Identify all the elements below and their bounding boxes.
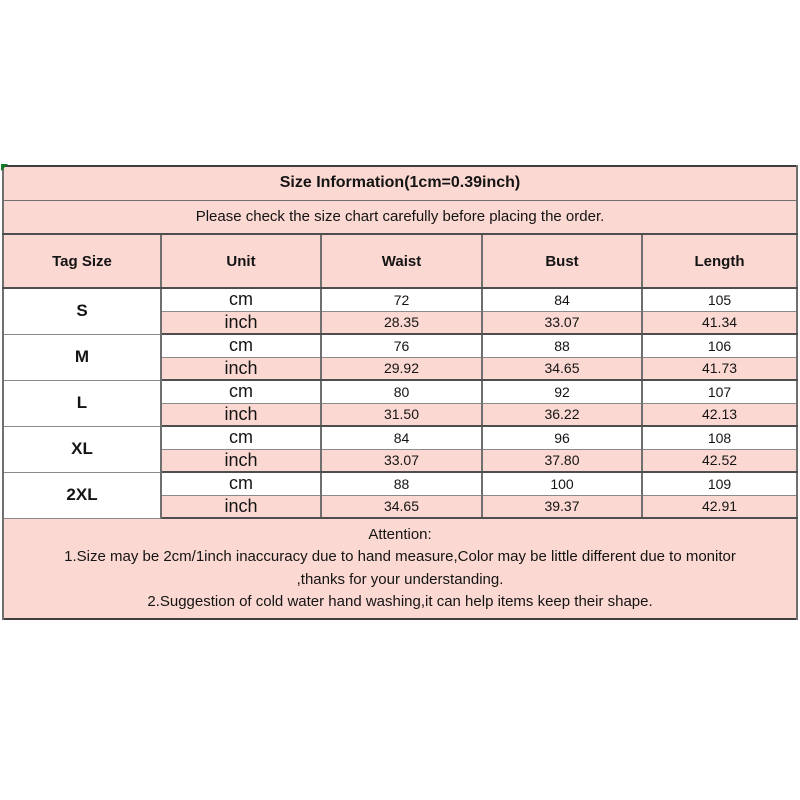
col-header-unit: Unit bbox=[161, 234, 321, 288]
length-inch-value: 41.34 bbox=[642, 311, 797, 334]
title-row bbox=[3, 166, 797, 200]
table-row-s-cm bbox=[3, 288, 797, 311]
col-header-tag-size: Tag Size bbox=[3, 234, 161, 288]
unit-cm-label: cm bbox=[161, 380, 321, 403]
length-cm-value: 108 bbox=[642, 426, 797, 449]
waist-inch-value: 31.50 bbox=[321, 403, 482, 426]
bust-cm-value: 100 bbox=[482, 472, 642, 495]
header-row bbox=[3, 234, 797, 288]
length-cm-value: 107 bbox=[642, 380, 797, 403]
waist-inch-value: 33.07 bbox=[321, 449, 482, 472]
table-row-m-cm bbox=[3, 334, 797, 357]
size-label-xl: XL bbox=[3, 426, 161, 472]
waist-inch-value: 29.92 bbox=[321, 357, 482, 380]
size-label-l: L bbox=[3, 380, 161, 426]
unit-cm-label: cm bbox=[161, 288, 321, 311]
unit-inch-label: inch bbox=[161, 449, 321, 472]
size-label-m: M bbox=[3, 334, 161, 380]
attention-note bbox=[3, 518, 797, 619]
bust-cm-value: 84 bbox=[482, 288, 642, 311]
size-chart-sheet bbox=[2, 165, 796, 620]
col-header-waist: Waist bbox=[321, 234, 482, 288]
sheet-corner-marker-icon bbox=[1, 164, 8, 171]
bust-inch-value: 36.22 bbox=[482, 403, 642, 426]
unit-inch-label: inch bbox=[161, 311, 321, 334]
bust-inch-value: 33.07 bbox=[482, 311, 642, 334]
size-label-s: S bbox=[3, 288, 161, 334]
size-table bbox=[2, 165, 798, 620]
waist-cm-value: 88 bbox=[321, 472, 482, 495]
waist-inch-value: 34.65 bbox=[321, 495, 482, 518]
waist-cm-value: 80 bbox=[321, 380, 482, 403]
waist-cm-value: 72 bbox=[321, 288, 482, 311]
table-title: Size Information(1cm=0.39inch) bbox=[3, 166, 797, 200]
bust-inch-value: 39.37 bbox=[482, 495, 642, 518]
col-header-bust: Bust bbox=[482, 234, 642, 288]
waist-cm-value: 76 bbox=[321, 334, 482, 357]
unit-cm-label: cm bbox=[161, 472, 321, 495]
bust-inch-value: 34.65 bbox=[482, 357, 642, 380]
subtitle-row bbox=[3, 200, 797, 234]
unit-inch-label: inch bbox=[161, 403, 321, 426]
table-row-l-cm bbox=[3, 380, 797, 403]
length-cm-value: 109 bbox=[642, 472, 797, 495]
table-subtitle: Please check the size chart carefully before placing the order. bbox=[3, 200, 797, 234]
attention-heading: Attention: bbox=[368, 525, 432, 543]
size-label-2xl: 2XL bbox=[3, 472, 161, 518]
table-row-2xl-cm bbox=[3, 472, 797, 495]
waist-cm-value: 84 bbox=[321, 426, 482, 449]
attention-line-2: 2.Suggestion of cold water hand washing,it can help items keep their shape. bbox=[147, 593, 653, 610]
bust-cm-value: 92 bbox=[482, 380, 642, 403]
attention-row bbox=[3, 518, 797, 619]
bust-cm-value: 88 bbox=[482, 334, 642, 357]
bust-inch-value: 37.80 bbox=[482, 449, 642, 472]
table-row-xl-cm bbox=[3, 426, 797, 449]
length-inch-value: 42.13 bbox=[642, 403, 797, 426]
length-inch-value: 42.52 bbox=[642, 449, 797, 472]
length-inch-value: 41.73 bbox=[642, 357, 797, 380]
length-cm-value: 105 bbox=[642, 288, 797, 311]
waist-inch-value: 28.35 bbox=[321, 311, 482, 334]
length-cm-value: 106 bbox=[642, 334, 797, 357]
unit-cm-label: cm bbox=[161, 334, 321, 357]
bust-cm-value: 96 bbox=[482, 426, 642, 449]
unit-inch-label: inch bbox=[161, 495, 321, 518]
unit-cm-label: cm bbox=[161, 426, 321, 449]
unit-inch-label: inch bbox=[161, 357, 321, 380]
attention-line-1: 1.Size may be 2cm/1inch inaccuracy due to hand measure,Color may be little different due to monitor bbox=[64, 548, 736, 565]
col-header-length: Length bbox=[642, 234, 797, 288]
length-inch-value: 42.91 bbox=[642, 495, 797, 518]
attention-line-1-cont: ,thanks for your understanding. bbox=[296, 570, 504, 588]
